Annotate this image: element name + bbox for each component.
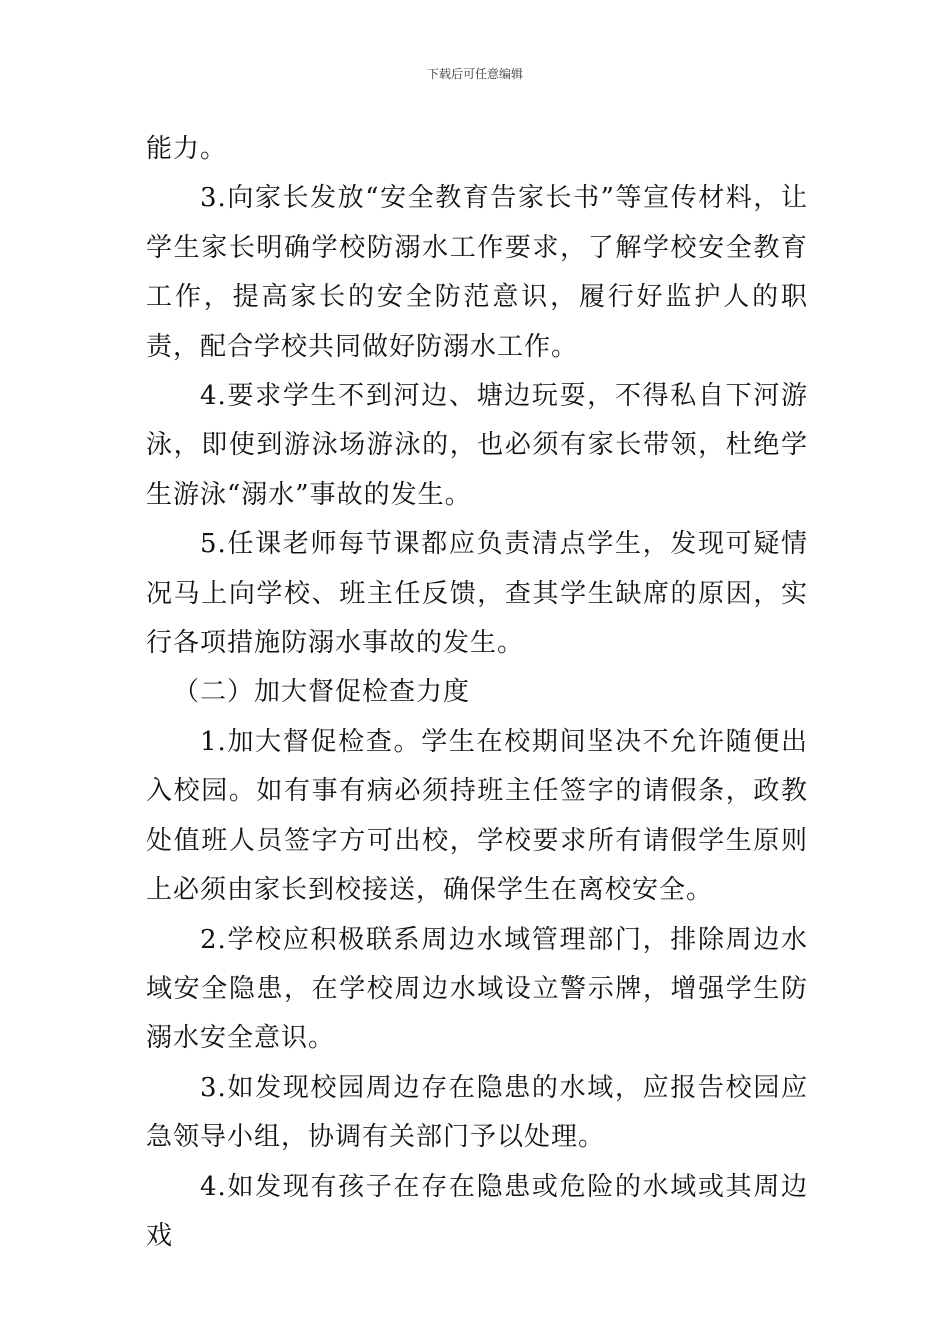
paragraph-continuation: 能力。 — [146, 134, 228, 164]
paragraph-item-1-inspection: 1.加大督促检查。学生在校期间坚决不允许随便出入校园。如有事有病必须持班主任签字的请假条，政教处值班人员签字方可出校，学校要求所有请假学生原则上必须由家长到校接送，确保学生在离校安全。 — [146, 726, 808, 906]
paragraph-item-4-children-near-water: 4.如发现有孩子在存在隐患或危险的水域或其周边戏 — [146, 1171, 808, 1251]
page-header: 下载后可任意编辑 — [426, 67, 523, 81]
paragraph-item-4-no-swimming: 4.要求学生不到河边、塘边玩耍，不得私自下河游泳，即使到游泳场游泳的，也必须有家长带领，杜绝学生游泳“溺水”事故的发生。 — [146, 381, 808, 510]
paragraph-item-3-parents-letter: 3.向家长发放“安全教育告家长书”等宣传材料，让学生家长明确学校防溺水工作要求，了解学校安全教育工作，提高家长的安全防范意识，履行好监护人的职责，配合学校共同做好防溺水工作。 — [146, 183, 808, 362]
paragraph-item-3-report-hazards: 3.如发现校园周边存在隐患的水域，应报告校园应急领导小组，协调有关部门予以处理。 — [146, 1072, 808, 1153]
paragraph-item-5-teacher-roll-call: 5.任课老师每节课都应负责清点学生，发现可疑情况马上向学校、班主任反馈，查其学生缺席的原因，实行各项措施防溺水事故的发生。 — [146, 529, 808, 659]
paragraph-item-2-water-management: 2.学校应积极联系周边水域管理部门，排除周边水域安全隐患，在学校周边水域设立警示牌，增强学生防溺水安全意识。 — [146, 924, 808, 1054]
section-heading-supervision: （二）加大督促检查力度 — [173, 677, 471, 708]
document-body — [146, 125, 808, 1261]
